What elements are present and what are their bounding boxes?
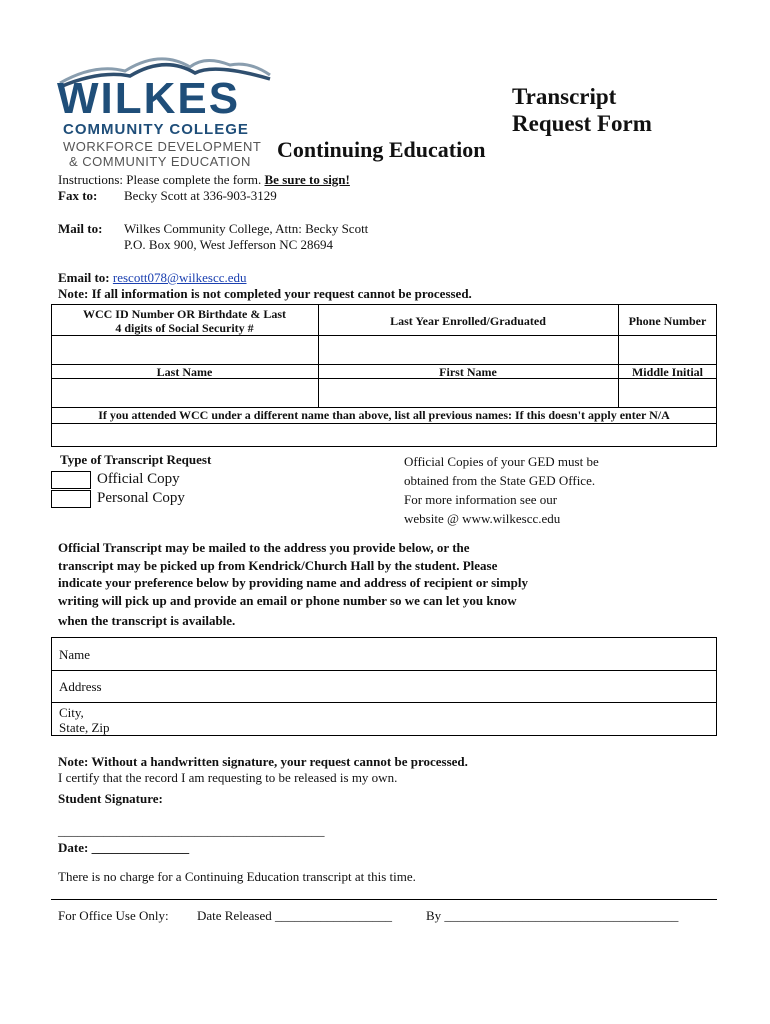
form-title-line2: Request Form [512,111,652,136]
phone-header: Phone Number [628,314,707,328]
ged-note-line3: For more information see our [404,492,558,507]
state-zip-label: State, Zip [59,720,110,735]
date-field[interactable]: Date: _______________ [58,840,190,855]
logo-community-college-text: COMMUNITY COLLEGE [63,121,249,138]
personal-copy-label: Personal Copy [97,490,185,506]
last-name-header: Last Name [156,365,213,379]
student-signature-label: Student Signature: [58,791,163,806]
delivery-line1: Official Transcript may be mailed to the address you provide below, or the [58,540,470,555]
logo-community-education-text: & COMMUNITY EDUCATION [69,154,251,169]
fax-label: Fax to: [58,188,98,203]
transcript-type-heading: Type of Transcript Request [60,452,212,467]
student-signature-line[interactable]: _________________________________________ [58,823,325,838]
logo-wilkes-text: WILKES [57,74,241,123]
wcc-id-header-line1: WCC ID Number OR Birthdate & Last [82,307,287,321]
completion-note: Note: If all information is not completed your request cannot be processed. [58,286,472,301]
student-info-grid [51,304,717,447]
recipient-address-label: Address [59,679,102,694]
delivery-line5: when the transcript is available. [58,613,236,628]
certify-text: I certify that the record I am requesting to be released is my own. [58,770,398,785]
date-released-field[interactable]: Date Released __________________ [197,908,392,923]
email-line [58,270,247,286]
email-link[interactable]: rescott078@wilkescc.edu [112,270,247,285]
wcc-id-field[interactable] [52,336,317,364]
phone-field[interactable] [619,336,716,364]
previous-names-header: If you attended WCC under a different name than above, list all previous names: If this doesn't apply enter N/A [98,408,670,422]
mail-label: Mail to: [58,221,103,236]
middle-initial-field[interactable] [619,379,716,407]
delivery-line2: transcript may be picked up from Kendrick/Church Hall by the student. Please [58,557,498,573]
delivery-line4: writing will pick up and provide an email or phone number so we can let you know [58,592,517,608]
released-by-field[interactable]: By ____________________________________ [426,908,679,923]
sign-reminder: Be sure to sign! [264,172,350,187]
recipient-city-field[interactable] [112,703,712,734]
delivery-line3: indicate your preference below by providing name and address of recipient or simply [58,575,528,590]
ged-note-line4: website @ www.wilkescc.edu [404,511,561,526]
last-year-header: Last Year Enrolled/Graduated [390,314,546,328]
mail-line2: P.O. Box 900, West Jefferson NC 28694 [124,237,334,252]
wcc-id-header [51,307,318,335]
page-subtitle: Continuing Education [277,137,486,162]
middle-initial-header: Middle Initial [631,365,703,379]
mail-line1: Wilkes Community College, Attn: Becky Scott [124,221,369,236]
ged-note-line2: obtained from the State GED Office. [404,473,596,488]
official-copy-label: Official Copy [97,471,180,487]
email-label: Email to: [58,270,110,285]
instructions-line [58,172,350,188]
recipient-address-field[interactable] [112,671,712,701]
last-name-field[interactable] [52,379,317,407]
wcc-id-header-line2: 4 digits of Social Security # [115,321,254,335]
signature-note: Note: Without a handwritten signature, your request cannot be processed. [58,754,468,769]
no-charge-text: There is no charge for a Continuing Education transcript at this time. [58,869,416,884]
college-logo [55,45,275,170]
personal-copy-checkbox[interactable] [51,490,91,508]
footer-divider [51,899,717,900]
ged-note-line1: Official Copies of your GED must be [404,454,599,469]
official-copy-checkbox[interactable] [51,471,91,489]
instructions-text: Instructions: Please complete the form. [58,172,262,187]
recipient-city-label [59,705,110,735]
recipient-address-box [51,637,717,736]
city-label: City, [59,705,84,720]
recipient-name-field[interactable] [112,639,712,669]
form-title-line1: Transcript [512,84,617,109]
logo-workforce-text: WORKFORCE DEVELOPMENT [63,139,262,154]
office-use-label: For Office Use Only: [58,908,169,923]
first-name-field[interactable] [319,379,617,407]
fax-value: Becky Scott at 336-903-3129 [124,188,277,203]
last-year-field[interactable] [319,336,617,364]
first-name-header: First Name [439,365,497,379]
recipient-name-label: Name [59,647,91,662]
delivery-instructions [58,539,528,630]
ged-note [404,452,599,528]
previous-names-field[interactable] [52,424,716,445]
